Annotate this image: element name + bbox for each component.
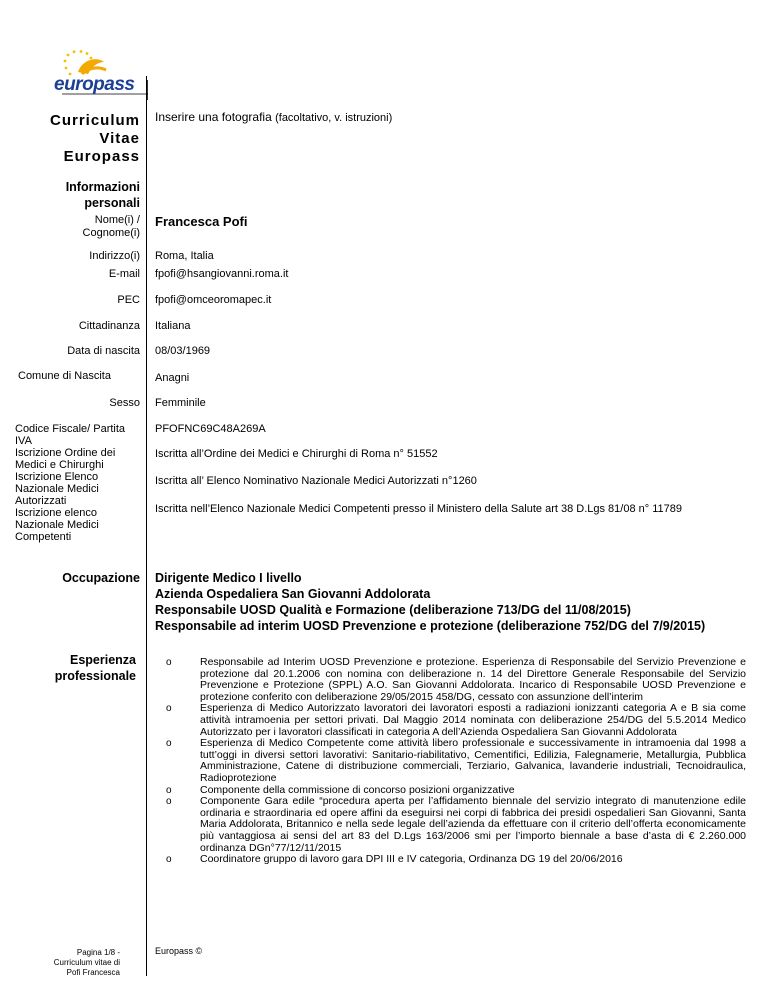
bullet-icon: o	[166, 784, 172, 796]
pec-value[interactable]: fpofi@omceoromapec.it	[155, 294, 272, 306]
bullet-icon: o	[166, 738, 172, 750]
address-label: Indirizzo(i)	[89, 250, 140, 262]
birthdate-label: Data di nascita	[67, 345, 140, 357]
occupation-label: Occupazione	[62, 571, 140, 585]
competent-registration-value: Iscritta nell’Elenco Nazionale Medici Competenti presso il Ministero della Salute art 38 D.Lgs 81/08 n° 11789	[155, 503, 682, 515]
list-item: o Esperienza di Medico Competente come attività libero professionale e successivamente in intramoenia dal 1998 a tutt’oggi in diversi settori lavorativi: Sanitario-riabilitativo, Cementifici, Edilizia, Falegnamerie, Metallurgia, Pubblica Amministrazione, Catene di distribuzione commerciali, Terziario, Galvanica, lavanderie industriali, Tecnoidraulica, Radioprotezione	[166, 737, 746, 784]
photo-placeholder: Inserire una fotografia (facoltativo, v. istruzioni)	[155, 110, 393, 124]
column-divider	[146, 76, 147, 976]
occupation-lines: Dirigente Medico I livello Azienda Ospedaliera San Giovanni Addolorata Responsabile UOSD Qualità e Formazione (deliberazione 713/DG del 11/08/2015) Responsabile ad interim UOSD Prevenzione e protezione (deliberazione 752/DG del 7/9/2015)	[155, 571, 706, 633]
list-item: o Componente Gara edile “procedura aperta per l’affidamento biennale del servizio integrato di manutenzione edile ordinaria e straordinaria ed opere affini da eseguirsi nei corpi di fabbrica dei presidi ospedalieri San Giovanni, Santa Maria Addolorata, Britannico e nella sede legale dell’azienda da effettuare con il criterio dell’offerta economicamente più vantaggiosa ai sensi del art 83 del D.Lgs 163/2006 smi per l’importo biennale a base d’asta di € 2.260.000 ordinanza DGn°77/12/11/2015	[166, 795, 746, 854]
experience-list	[166, 657, 746, 866]
sex-label: Sesso	[109, 397, 140, 409]
pec-label: PEC	[117, 294, 140, 306]
bullet-icon: o	[166, 657, 172, 668]
list-item: o Responsabile ad Interim UOSD Prevenzione e protezione. Esperienza di Responsabile del Servizio Prevenzione e protezione dal 20.1.2006 con nomina con deliberazione n. 14 del Direttore Generale Responsabile del Servizio Prevenzione e Protezione (SPPL) A.O. San Giovanni Addolorata. Incarico di Responsabile UOSD Prevenzione e protezione conferito con deliberazione 29/05/2015 458/DG, cessato con assunzione dell’interim	[166, 656, 746, 703]
bullet-icon: o	[166, 703, 172, 715]
list-item: o Esperienza di Medico Autorizzato lavoratori dei lavoratori esposti a radiazioni ionizzanti categoria A e B sia come attività intramoenia per settori privati. Dal Maggio 2014 nominata con deliberazione 254/DG del 5.5.2014 Medico Autorizzato per i lavoratori classificati in categoria A dell’Azienda Ospedaliera San Giovanni Addolorata	[166, 702, 746, 738]
birthdate-value: 08/03/1969	[155, 345, 211, 357]
address-value: Roma, Italia	[155, 250, 214, 262]
birthplace-label: Comune di Nascita	[18, 370, 111, 382]
birthplace-value: Anagni	[155, 372, 190, 384]
email-value[interactable]: fpofi@hsangiovanni.roma.it	[155, 268, 289, 280]
bullet-icon: o	[166, 854, 172, 866]
tax-code-value: PFOFNC69C48A269A	[155, 423, 266, 435]
authorized-registration-value: Iscritta all’ Elenco Nominativo Nazionale Medici Autorizzati n°1260	[155, 475, 477, 487]
email-label: E-mail	[108, 268, 140, 280]
footer-copyright: Europass ©	[155, 946, 203, 956]
bullet-icon: o	[166, 796, 172, 808]
europass-logo	[52, 50, 148, 100]
name-value: Francesca Pofi	[155, 214, 248, 229]
name-label: Nome(i) / Cognome(i)	[82, 214, 140, 239]
list-item: o Componente della commissione di concorso posizioni organizzative	[166, 783, 515, 796]
europass-wordmark: europass	[54, 74, 135, 95]
section-personal-info: Informazioni personali	[65, 180, 140, 210]
sex-value: Femminile	[155, 397, 206, 409]
list-item: o Coordinatore gruppo di lavoro gara DPI III e IV categoria, Ordinanza DG 19 del 20/06/2016	[166, 853, 623, 866]
citizenship-value: Italiana	[155, 320, 191, 332]
footer-page-info: Pagina 1/8 - Curriculum vitae di Pofi Francesca	[53, 948, 120, 977]
citizenship-label: Cittadinanza	[78, 320, 140, 332]
order-registration-value: Iscritta all’Ordine dei Medici e Chirurghi di Roma n° 51552	[155, 448, 438, 460]
registrations-labels: Codice Fiscale/ Partita IVA Iscrizione Ordine dei Medici e Chirurghi Iscrizione Elenco Nazionale Medici Autorizzati Iscrizione elenco Nazionale Medici Competenti	[15, 423, 126, 543]
cv-title: Curriculum Vitae Europass	[49, 112, 140, 165]
section-experience: Esperienza professionale	[54, 653, 136, 683]
